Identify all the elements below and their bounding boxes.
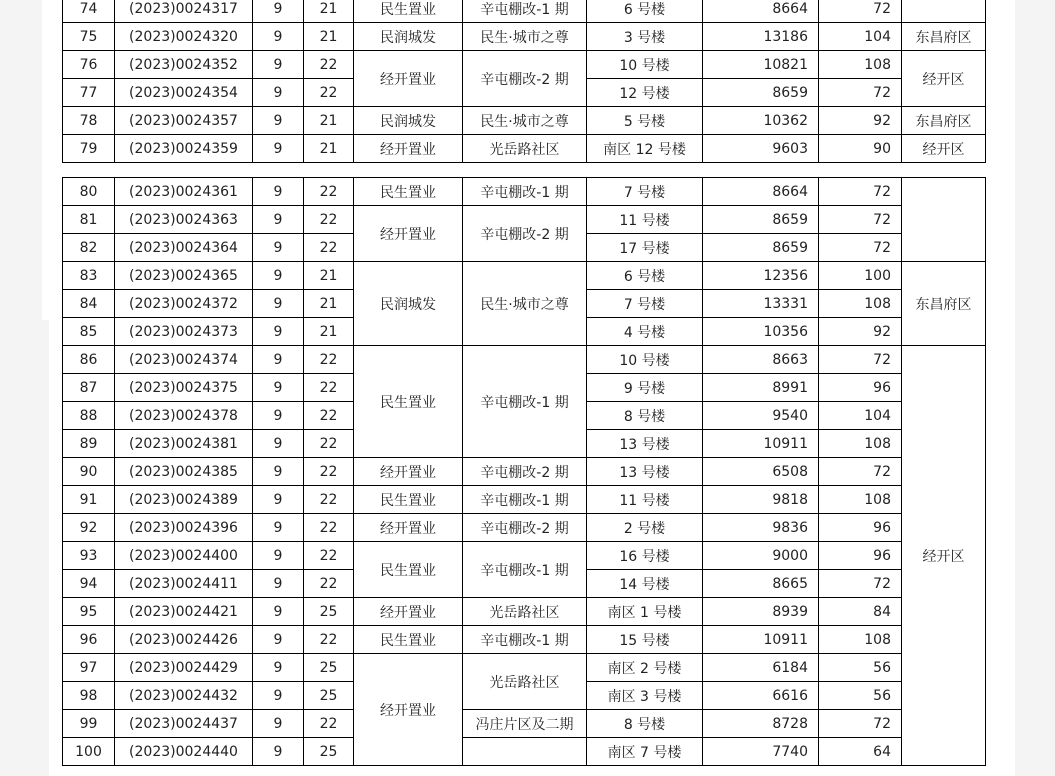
table-row — [63, 51, 986, 79]
cell-code: (2023)0024374 — [115, 346, 253, 374]
cell-project: 辛屯棚改-2 期 — [463, 458, 587, 486]
cell-no: 81 — [63, 206, 115, 234]
cell-units: 108 — [819, 290, 902, 318]
cell-building: 南区 2 号楼 — [587, 654, 703, 682]
table-row — [63, 486, 986, 514]
cell-building: 10 号楼 — [587, 346, 703, 374]
cell-a: 9 — [253, 23, 304, 51]
cell-b: 21 — [304, 290, 354, 318]
cell-units: 108 — [819, 51, 902, 79]
cell-a: 9 — [253, 374, 304, 402]
cell-code: (2023)0024352 — [115, 51, 253, 79]
cell-b: 22 — [304, 542, 354, 570]
cell-a: 9 — [253, 402, 304, 430]
cell-code: (2023)0024385 — [115, 458, 253, 486]
cell-developer: 民生置业 — [354, 626, 463, 654]
cell-building: 17 号楼 — [587, 234, 703, 262]
cell-area: 9540 — [703, 402, 819, 430]
cell-code: (2023)0024437 — [115, 710, 253, 738]
cell-b: 25 — [304, 654, 354, 682]
cell-no: 100 — [63, 738, 115, 766]
cell-project: 辛屯棚改-1 期 — [463, 178, 587, 206]
cell-code: (2023)0024317 — [115, 0, 253, 23]
cell-building: 6 号楼 — [587, 0, 703, 23]
cell-units: 92 — [819, 318, 902, 346]
cell-b: 22 — [304, 710, 354, 738]
cell-developer: 经开置业 — [354, 206, 463, 262]
cell-a: 9 — [253, 598, 304, 626]
cell-no: 83 — [63, 262, 115, 290]
cell-b: 21 — [304, 107, 354, 135]
cell-units: 108 — [819, 430, 902, 458]
cell-district — [902, 0, 986, 23]
cell-area: 8991 — [703, 374, 819, 402]
cell-units: 72 — [819, 570, 902, 598]
cell-building: 8 号楼 — [587, 402, 703, 430]
cell-area: 10362 — [703, 107, 819, 135]
cell-code: (2023)0024400 — [115, 542, 253, 570]
cell-code: (2023)0024354 — [115, 79, 253, 107]
cell-units: 64 — [819, 738, 902, 766]
cell-a: 9 — [253, 51, 304, 79]
cell-project: 光岳路社区 — [463, 135, 587, 163]
cell-a: 9 — [253, 135, 304, 163]
cell-a: 9 — [253, 514, 304, 542]
cell-b: 21 — [304, 0, 354, 23]
cell-area: 10821 — [703, 51, 819, 79]
cell-b: 22 — [304, 458, 354, 486]
cell-b: 25 — [304, 682, 354, 710]
cell-units: 72 — [819, 234, 902, 262]
cell-units: 96 — [819, 514, 902, 542]
cell-developer: 经开置业 — [354, 654, 463, 766]
cell-code: (2023)0024361 — [115, 178, 253, 206]
cell-no: 75 — [63, 23, 115, 51]
cell-project: 冯庄片区及二期 — [463, 710, 587, 738]
cell-no: 88 — [63, 402, 115, 430]
cell-project: 辛屯棚改-1 期 — [463, 626, 587, 654]
cell-no: 76 — [63, 51, 115, 79]
cell-building: 2 号楼 — [587, 514, 703, 542]
cell-building: 7 号楼 — [587, 178, 703, 206]
cell-units: 108 — [819, 626, 902, 654]
cell-a: 9 — [253, 738, 304, 766]
cell-building: 13 号楼 — [587, 430, 703, 458]
cell-area: 6616 — [703, 682, 819, 710]
cell-b: 22 — [304, 346, 354, 374]
cell-units: 72 — [819, 710, 902, 738]
cell-project: 民生·城市之尊 — [463, 262, 587, 346]
cell-code: (2023)0024389 — [115, 486, 253, 514]
cell-a: 9 — [253, 626, 304, 654]
cell-building: 南区 1 号楼 — [587, 598, 703, 626]
cell-developer: 经开置业 — [354, 598, 463, 626]
cell-a: 9 — [253, 234, 304, 262]
cell-no: 86 — [63, 346, 115, 374]
cell-area: 8659 — [703, 234, 819, 262]
cell-district: 经开区 — [902, 346, 986, 766]
cell-building: 12 号楼 — [587, 79, 703, 107]
cell-a: 9 — [253, 290, 304, 318]
cell-a: 9 — [253, 654, 304, 682]
cell-area: 10911 — [703, 626, 819, 654]
cell-a: 9 — [253, 682, 304, 710]
table-row — [63, 23, 986, 51]
table-row — [63, 626, 986, 654]
cell-developer: 民润城发 — [354, 262, 463, 346]
cell-building: 14 号楼 — [587, 570, 703, 598]
cell-no: 91 — [63, 486, 115, 514]
cell-code: (2023)0024378 — [115, 402, 253, 430]
cell-no: 79 — [63, 135, 115, 163]
cell-no: 82 — [63, 234, 115, 262]
table-row — [63, 458, 986, 486]
cell-code: (2023)0024381 — [115, 430, 253, 458]
cell-project — [463, 738, 587, 766]
table-row — [63, 0, 986, 23]
cell-project: 辛屯棚改-1 期 — [463, 0, 587, 23]
cell-area: 9603 — [703, 135, 819, 163]
cell-units: 56 — [819, 654, 902, 682]
cell-area: 6508 — [703, 458, 819, 486]
cell-units: 72 — [819, 458, 902, 486]
cell-developer: 民润城发 — [354, 23, 463, 51]
cell-code: (2023)0024411 — [115, 570, 253, 598]
cell-b: 22 — [304, 79, 354, 107]
table-row — [63, 542, 986, 570]
table-row — [63, 262, 986, 290]
cell-no: 93 — [63, 542, 115, 570]
cell-no: 84 — [63, 290, 115, 318]
cell-building: 南区 3 号楼 — [587, 682, 703, 710]
cell-code: (2023)0024359 — [115, 135, 253, 163]
cell-building: 15 号楼 — [587, 626, 703, 654]
cell-no: 74 — [63, 0, 115, 23]
cell-a: 9 — [253, 178, 304, 206]
cell-area: 8665 — [703, 570, 819, 598]
cell-code: (2023)0024432 — [115, 682, 253, 710]
table-row — [63, 514, 986, 542]
cell-b: 22 — [304, 206, 354, 234]
table-row — [63, 178, 986, 206]
cell-building: 6 号楼 — [587, 262, 703, 290]
cell-developer: 经开置业 — [354, 51, 463, 107]
cell-developer: 民润城发 — [354, 107, 463, 135]
cell-area: 8664 — [703, 0, 819, 23]
cell-developer: 民生置业 — [354, 486, 463, 514]
cell-area: 8663 — [703, 346, 819, 374]
cell-area: 7740 — [703, 738, 819, 766]
cell-a: 9 — [253, 346, 304, 374]
cell-project: 民生·城市之尊 — [463, 107, 587, 135]
cell-no: 87 — [63, 374, 115, 402]
cell-area: 8939 — [703, 598, 819, 626]
cell-a: 9 — [253, 206, 304, 234]
cell-district: 东昌府区 — [902, 23, 986, 51]
table-row — [63, 654, 986, 682]
cell-code: (2023)0024363 — [115, 206, 253, 234]
cell-units: 100 — [819, 262, 902, 290]
cell-units: 72 — [819, 79, 902, 107]
cell-no: 96 — [63, 626, 115, 654]
table-upper — [62, 0, 986, 163]
cell-project: 光岳路社区 — [463, 598, 587, 626]
cell-a: 9 — [253, 0, 304, 23]
cell-b: 25 — [304, 738, 354, 766]
cell-b: 22 — [304, 234, 354, 262]
cell-no: 89 — [63, 430, 115, 458]
cell-units: 72 — [819, 0, 902, 23]
cell-area: 9818 — [703, 486, 819, 514]
cell-project: 民生·城市之尊 — [463, 23, 587, 51]
cell-developer: 民生置业 — [354, 178, 463, 206]
cell-no: 97 — [63, 654, 115, 682]
cell-no: 85 — [63, 318, 115, 346]
cell-b: 22 — [304, 570, 354, 598]
cell-units: 96 — [819, 542, 902, 570]
cell-project: 辛屯棚改-1 期 — [463, 346, 587, 458]
cell-no: 94 — [63, 570, 115, 598]
cell-area: 6184 — [703, 654, 819, 682]
cell-units: 92 — [819, 107, 902, 135]
cell-b: 21 — [304, 23, 354, 51]
cell-area: 10911 — [703, 430, 819, 458]
cell-project: 辛屯棚改-2 期 — [463, 206, 587, 262]
table-row — [63, 738, 986, 766]
cell-b: 22 — [304, 374, 354, 402]
cell-no: 77 — [63, 79, 115, 107]
cell-b: 22 — [304, 486, 354, 514]
cell-no: 80 — [63, 178, 115, 206]
cell-units: 90 — [819, 135, 902, 163]
cell-b: 21 — [304, 318, 354, 346]
cell-building: 11 号楼 — [587, 206, 703, 234]
cell-project: 辛屯棚改-1 期 — [463, 542, 587, 598]
cell-a: 9 — [253, 79, 304, 107]
cell-project: 辛屯棚改-2 期 — [463, 51, 587, 107]
cell-no: 95 — [63, 598, 115, 626]
cell-units: 104 — [819, 402, 902, 430]
cell-code: (2023)0024375 — [115, 374, 253, 402]
cell-no: 99 — [63, 710, 115, 738]
cell-code: (2023)0024396 — [115, 514, 253, 542]
table-row — [63, 598, 986, 626]
cell-units: 96 — [819, 374, 902, 402]
cell-building: 10 号楼 — [587, 51, 703, 79]
cell-b: 22 — [304, 514, 354, 542]
cell-code: (2023)0024357 — [115, 107, 253, 135]
cell-area: 9836 — [703, 514, 819, 542]
cell-code: (2023)0024372 — [115, 290, 253, 318]
cell-area: 8664 — [703, 178, 819, 206]
cell-district: 东昌府区 — [902, 262, 986, 346]
table-row — [63, 346, 986, 374]
cell-developer: 经开置业 — [354, 514, 463, 542]
cell-developer: 经开置业 — [354, 135, 463, 163]
cell-building: 5 号楼 — [587, 107, 703, 135]
cell-b: 22 — [304, 178, 354, 206]
cell-building: 4 号楼 — [587, 318, 703, 346]
table-row — [63, 710, 986, 738]
cell-code: (2023)0024320 — [115, 23, 253, 51]
cell-area: 10356 — [703, 318, 819, 346]
cell-building: 南区 12 号楼 — [587, 135, 703, 163]
cell-building: 16 号楼 — [587, 542, 703, 570]
cell-building: 南区 7 号楼 — [587, 738, 703, 766]
cell-b: 22 — [304, 626, 354, 654]
cell-project: 辛屯棚改-1 期 — [463, 486, 587, 514]
cell-code: (2023)0024373 — [115, 318, 253, 346]
cell-code: (2023)0024426 — [115, 626, 253, 654]
cell-code: (2023)0024421 — [115, 598, 253, 626]
cell-units: 72 — [819, 206, 902, 234]
table-lower — [62, 177, 986, 766]
cell-b: 22 — [304, 402, 354, 430]
cell-a: 9 — [253, 430, 304, 458]
cell-no: 78 — [63, 107, 115, 135]
cell-district: 经开区 — [902, 135, 986, 163]
cell-units: 56 — [819, 682, 902, 710]
table-row — [63, 107, 986, 135]
cell-code: (2023)0024365 — [115, 262, 253, 290]
cell-a: 9 — [253, 710, 304, 738]
cell-a: 9 — [253, 570, 304, 598]
cell-building: 7 号楼 — [587, 290, 703, 318]
table-row — [63, 206, 986, 234]
cell-units: 72 — [819, 178, 902, 206]
cell-building: 3 号楼 — [587, 23, 703, 51]
cell-a: 9 — [253, 486, 304, 514]
cell-area: 8728 — [703, 710, 819, 738]
cell-a: 9 — [253, 458, 304, 486]
cell-b: 21 — [304, 135, 354, 163]
cell-project: 光岳路社区 — [463, 654, 587, 710]
cell-b: 22 — [304, 430, 354, 458]
cell-developer: 民生置业 — [354, 0, 463, 23]
cell-district: 东昌府区 — [902, 107, 986, 135]
cell-district — [902, 178, 986, 262]
cell-a: 9 — [253, 107, 304, 135]
cell-building: 13 号楼 — [587, 458, 703, 486]
cell-code: (2023)0024429 — [115, 654, 253, 682]
cell-units: 84 — [819, 598, 902, 626]
cell-area: 12356 — [703, 262, 819, 290]
cell-units: 108 — [819, 486, 902, 514]
cell-no: 98 — [63, 682, 115, 710]
cell-building: 9 号楼 — [587, 374, 703, 402]
cell-area: 8659 — [703, 206, 819, 234]
cell-b: 21 — [304, 262, 354, 290]
cell-building: 8 号楼 — [587, 710, 703, 738]
cell-area: 13186 — [703, 23, 819, 51]
cell-developer: 民生置业 — [354, 346, 463, 458]
cell-code: (2023)0024364 — [115, 234, 253, 262]
cell-developer: 经开置业 — [354, 458, 463, 486]
cell-no: 92 — [63, 514, 115, 542]
table-row — [63, 135, 986, 163]
cell-units: 72 — [819, 346, 902, 374]
cell-area: 9000 — [703, 542, 819, 570]
cell-b: 22 — [304, 51, 354, 79]
cell-units: 104 — [819, 23, 902, 51]
cell-area: 13331 — [703, 290, 819, 318]
cell-no: 90 — [63, 458, 115, 486]
cell-area: 8659 — [703, 79, 819, 107]
cell-code: (2023)0024440 — [115, 738, 253, 766]
cell-a: 9 — [253, 542, 304, 570]
cell-developer: 民生置业 — [354, 542, 463, 598]
cell-project: 辛屯棚改-2 期 — [463, 514, 587, 542]
cell-a: 9 — [253, 262, 304, 290]
cell-district: 经开区 — [902, 51, 986, 107]
cell-b: 25 — [304, 598, 354, 626]
cell-a: 9 — [253, 318, 304, 346]
cell-building: 11 号楼 — [587, 486, 703, 514]
